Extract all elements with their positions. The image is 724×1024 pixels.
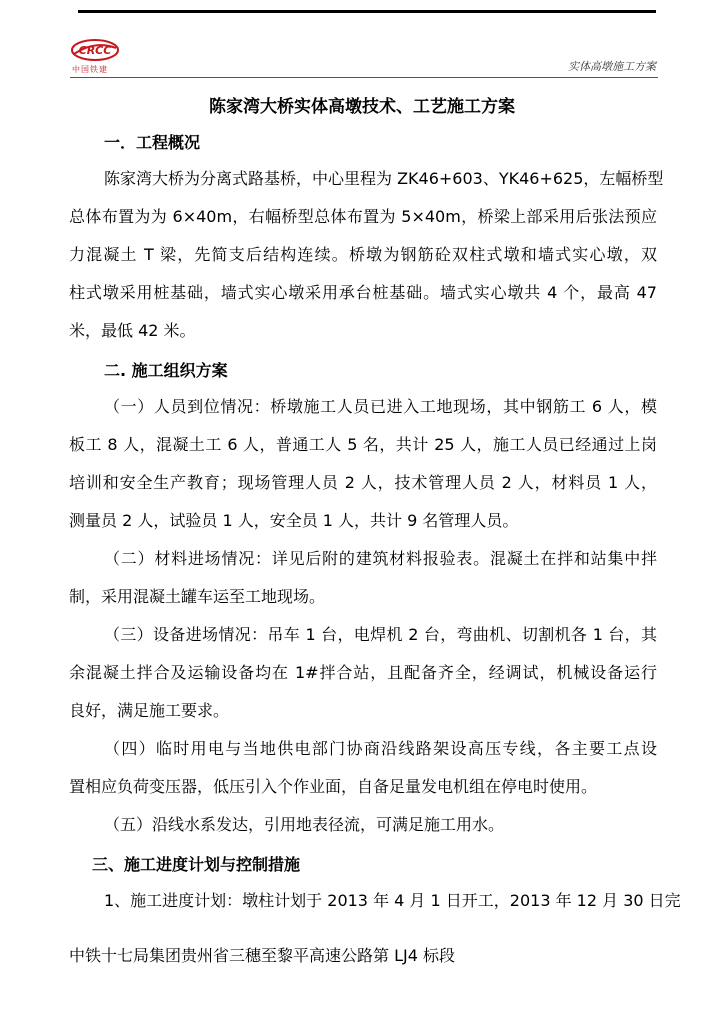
s1-line-1: 陈家湾大桥为分离式路基桥，中心里程为 ZK46+603、YK46+625，左幅桥型 [104, 169, 664, 188]
s1-line-3: 力混凝土 T 梁，先简支后结构连续。桥墩为钢筋砼双柱式墩和墙式实心墩，双 [69, 245, 657, 264]
s1-line-4: 柱式墩采用桩基础，墙式实心墩采用承台桩基础。墙式实心墩共 4 个，最高 47 [69, 283, 657, 302]
s2-line-2: 板工 8 人，混凝土工 6 人，普通工人 5 名，共计 25 人，施工人员已经通过上岗 [69, 435, 657, 454]
s1-line-2: 总体布置为为 6×40m，右幅桥型总体布置为 5×40m，桥梁上部采用后张法预应 [69, 207, 657, 226]
header-doc-tag: 实体高墩施工方案 [568, 60, 656, 73]
footer-text: 中铁十七局集团贵州省三穗至黎平高速公路第 LJ4 标段 [69, 946, 455, 965]
top-border-line [78, 10, 656, 13]
s2-line-1: （一）人员到位情况：桥墩施工人员已进入工地现场，其中钢筋工 6 人，模 [104, 397, 657, 416]
s2-line-8: 余混凝土拌合及运输设备均在 1#拌合站，且配备齐全，经调试，机械设备运行 [69, 663, 657, 682]
logo-wordmark: CRCC [78, 44, 112, 57]
s2-line-12: （五）沿线水系发达，引用地表径流，可满足施工用水。 [104, 815, 505, 834]
section-2-heading: 二. 施工组织方案 [104, 361, 228, 380]
s2-line-10: （四）临时用电与当地供电部门协商沿线路架设高压专线，各主要工点设 [104, 739, 657, 758]
s2-line-3: 培训和安全生产教育；现场管理人员 2 人，技术管理人员 2 人，材料员 1 人， [69, 473, 657, 492]
s2-line-4: 测量员 2 人，试验员 1 人，安全员 1 人，共计 9 名管理人员。 [69, 511, 519, 530]
s2-line-5: （二）材料进场情况：详见后附的建筑材料报验表。混凝土在拌和站集中拌 [104, 549, 657, 568]
logo-caption: 中国铁建 [72, 65, 108, 74]
s2-line-6: 制，采用混凝土罐车运至工地现场。 [69, 587, 326, 606]
header-rule [70, 77, 658, 78]
section-3-heading: 三、施工进度计划与控制措施 [92, 855, 301, 874]
section-1-heading: 一．工程概况 [104, 133, 201, 152]
s2-line-7: （三）设备进场情况：吊车 1 台，电焊机 2 台，弯曲机、切割机各 1 台，其 [104, 625, 657, 644]
s2-line-11: 置相应负荷变压器，低压引入个作业面，自备足量发电机组在停电时使用。 [69, 777, 598, 796]
s3-line-1: 1、施工进度计划：墩柱计划于 2013 年 4 月 1 日开工，2013 年 12 月 30 日完 [104, 891, 681, 910]
s2-line-9: 良好，满足施工要求。 [69, 701, 230, 720]
s1-line-5: 米，最低 42 米。 [69, 321, 196, 340]
document-title: 陈家湾大桥实体高墩技术、工艺施工方案 [209, 97, 515, 117]
